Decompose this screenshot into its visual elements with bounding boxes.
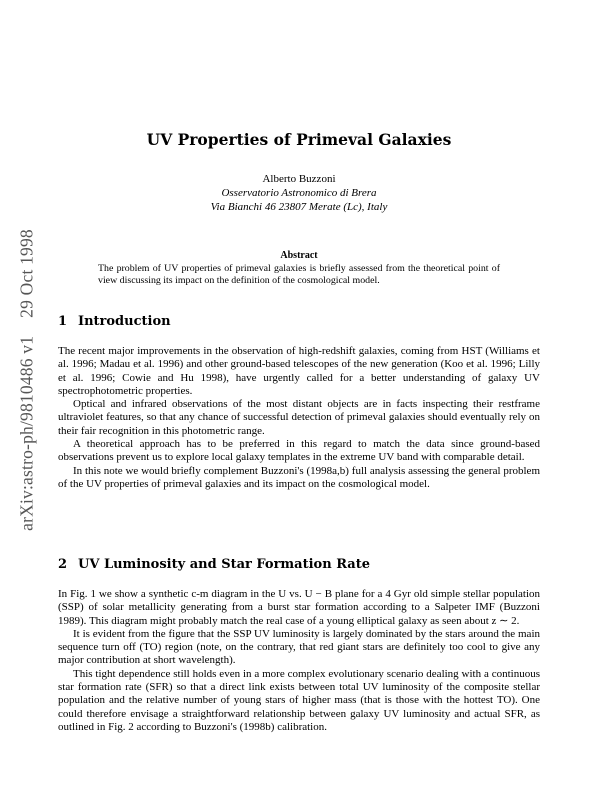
paragraph: It is evident from the figure that the SSP UV luminosity is largely dominated by the stars around the main sequence turn off (TO) region (note, on the contrary, that red giant stars are definitely too cool to give any major contribution at short wavelength). <box>58 627 540 667</box>
arxiv-identifier: arXiv:astro-ph/9810486 v1 <box>16 335 37 531</box>
paragraph: Optical and infrared observations of the most distant objects are in facts inspecting their restframe ultraviolet features, so that any chance of successful detection of primeval galaxies should eventually rely on their fair recognition in this photometric range. <box>58 398 540 437</box>
abstract-heading: Abstract <box>280 250 318 261</box>
paragraph: The recent major improvements in the observation of high-redshift galaxies, coming from HST (Williams et al. 1996; Madau et al. 1996) and other ground-based telescopes of the new generation (Koo et al. 1996; Lilly et al. 1996; Cowie and Hu 1998), have urgently called for a better understanding of galaxy UV spectrophotometric properties. <box>58 345 540 397</box>
section-title: UV Luminosity and Star Formation Rate <box>78 557 370 572</box>
paragraph: In Fig. 1 we show a synthetic c-m diagram in the U vs. U − B plane for a 4 Gyr old simple stellar population (SSP) of solar metallicity generating from a burst star formation according to a Salpeter IMF (Buzzoni 1989). This diagram might probably match the real case of a young elliptical galaxy as seen about z ∼ 2. <box>58 588 540 627</box>
author-affiliation: Osservatorio Astronomico di Brera <box>221 187 377 199</box>
section-heading-uv-luminosity <box>58 557 540 572</box>
section-body-uv-luminosity <box>58 588 540 734</box>
arxiv-sidebar-stamp <box>10 190 44 570</box>
author-name: Alberto Buzzoni <box>262 173 336 185</box>
paragraph: This tight dependence still holds even in a more complex evolutionary scenario dealing with a continuous star formation rate (SFR) so that a direct link exists between total UV luminosity of the composite stellar population and the relative number of young stars of higher mass (that is those with the hottest TO). One could therefore envisage a straightforward relationship between galaxy UV luminosity and actual SFR, as outlined in Fig. 2 according to Buzzoni's (1998b) calibration. <box>58 667 540 733</box>
paper-title: UV Properties of Primeval Galaxies <box>146 130 452 149</box>
paragraph: In this note we would briefly complement Buzzoni's (1998a,b) full analysis assessing the general problem of the UV properties of primeval galaxies and its impact on the cosmological model. <box>58 464 540 490</box>
paragraph: A theoretical approach has to be preferred in this regard to match the data since ground-based observations prevent us to explore local galaxy templates in the extreme UV band with comparable detail. <box>58 438 540 464</box>
section-number: 1 <box>58 314 68 329</box>
section-number: 2 <box>58 557 68 572</box>
section-heading-introduction <box>58 314 540 329</box>
abstract-text: The problem of UV properties of primeval galaxies is briefly assessed from the theoretical point of view discussing its impact on the definition of the cosmological model. <box>98 263 500 286</box>
section-title: Introduction <box>78 314 171 329</box>
arxiv-date: 29 Oct 1998 <box>16 229 37 318</box>
section-body-introduction <box>58 345 540 491</box>
author-address: Via Bianchi 46 23807 Merate (Lc), Italy <box>210 201 388 213</box>
